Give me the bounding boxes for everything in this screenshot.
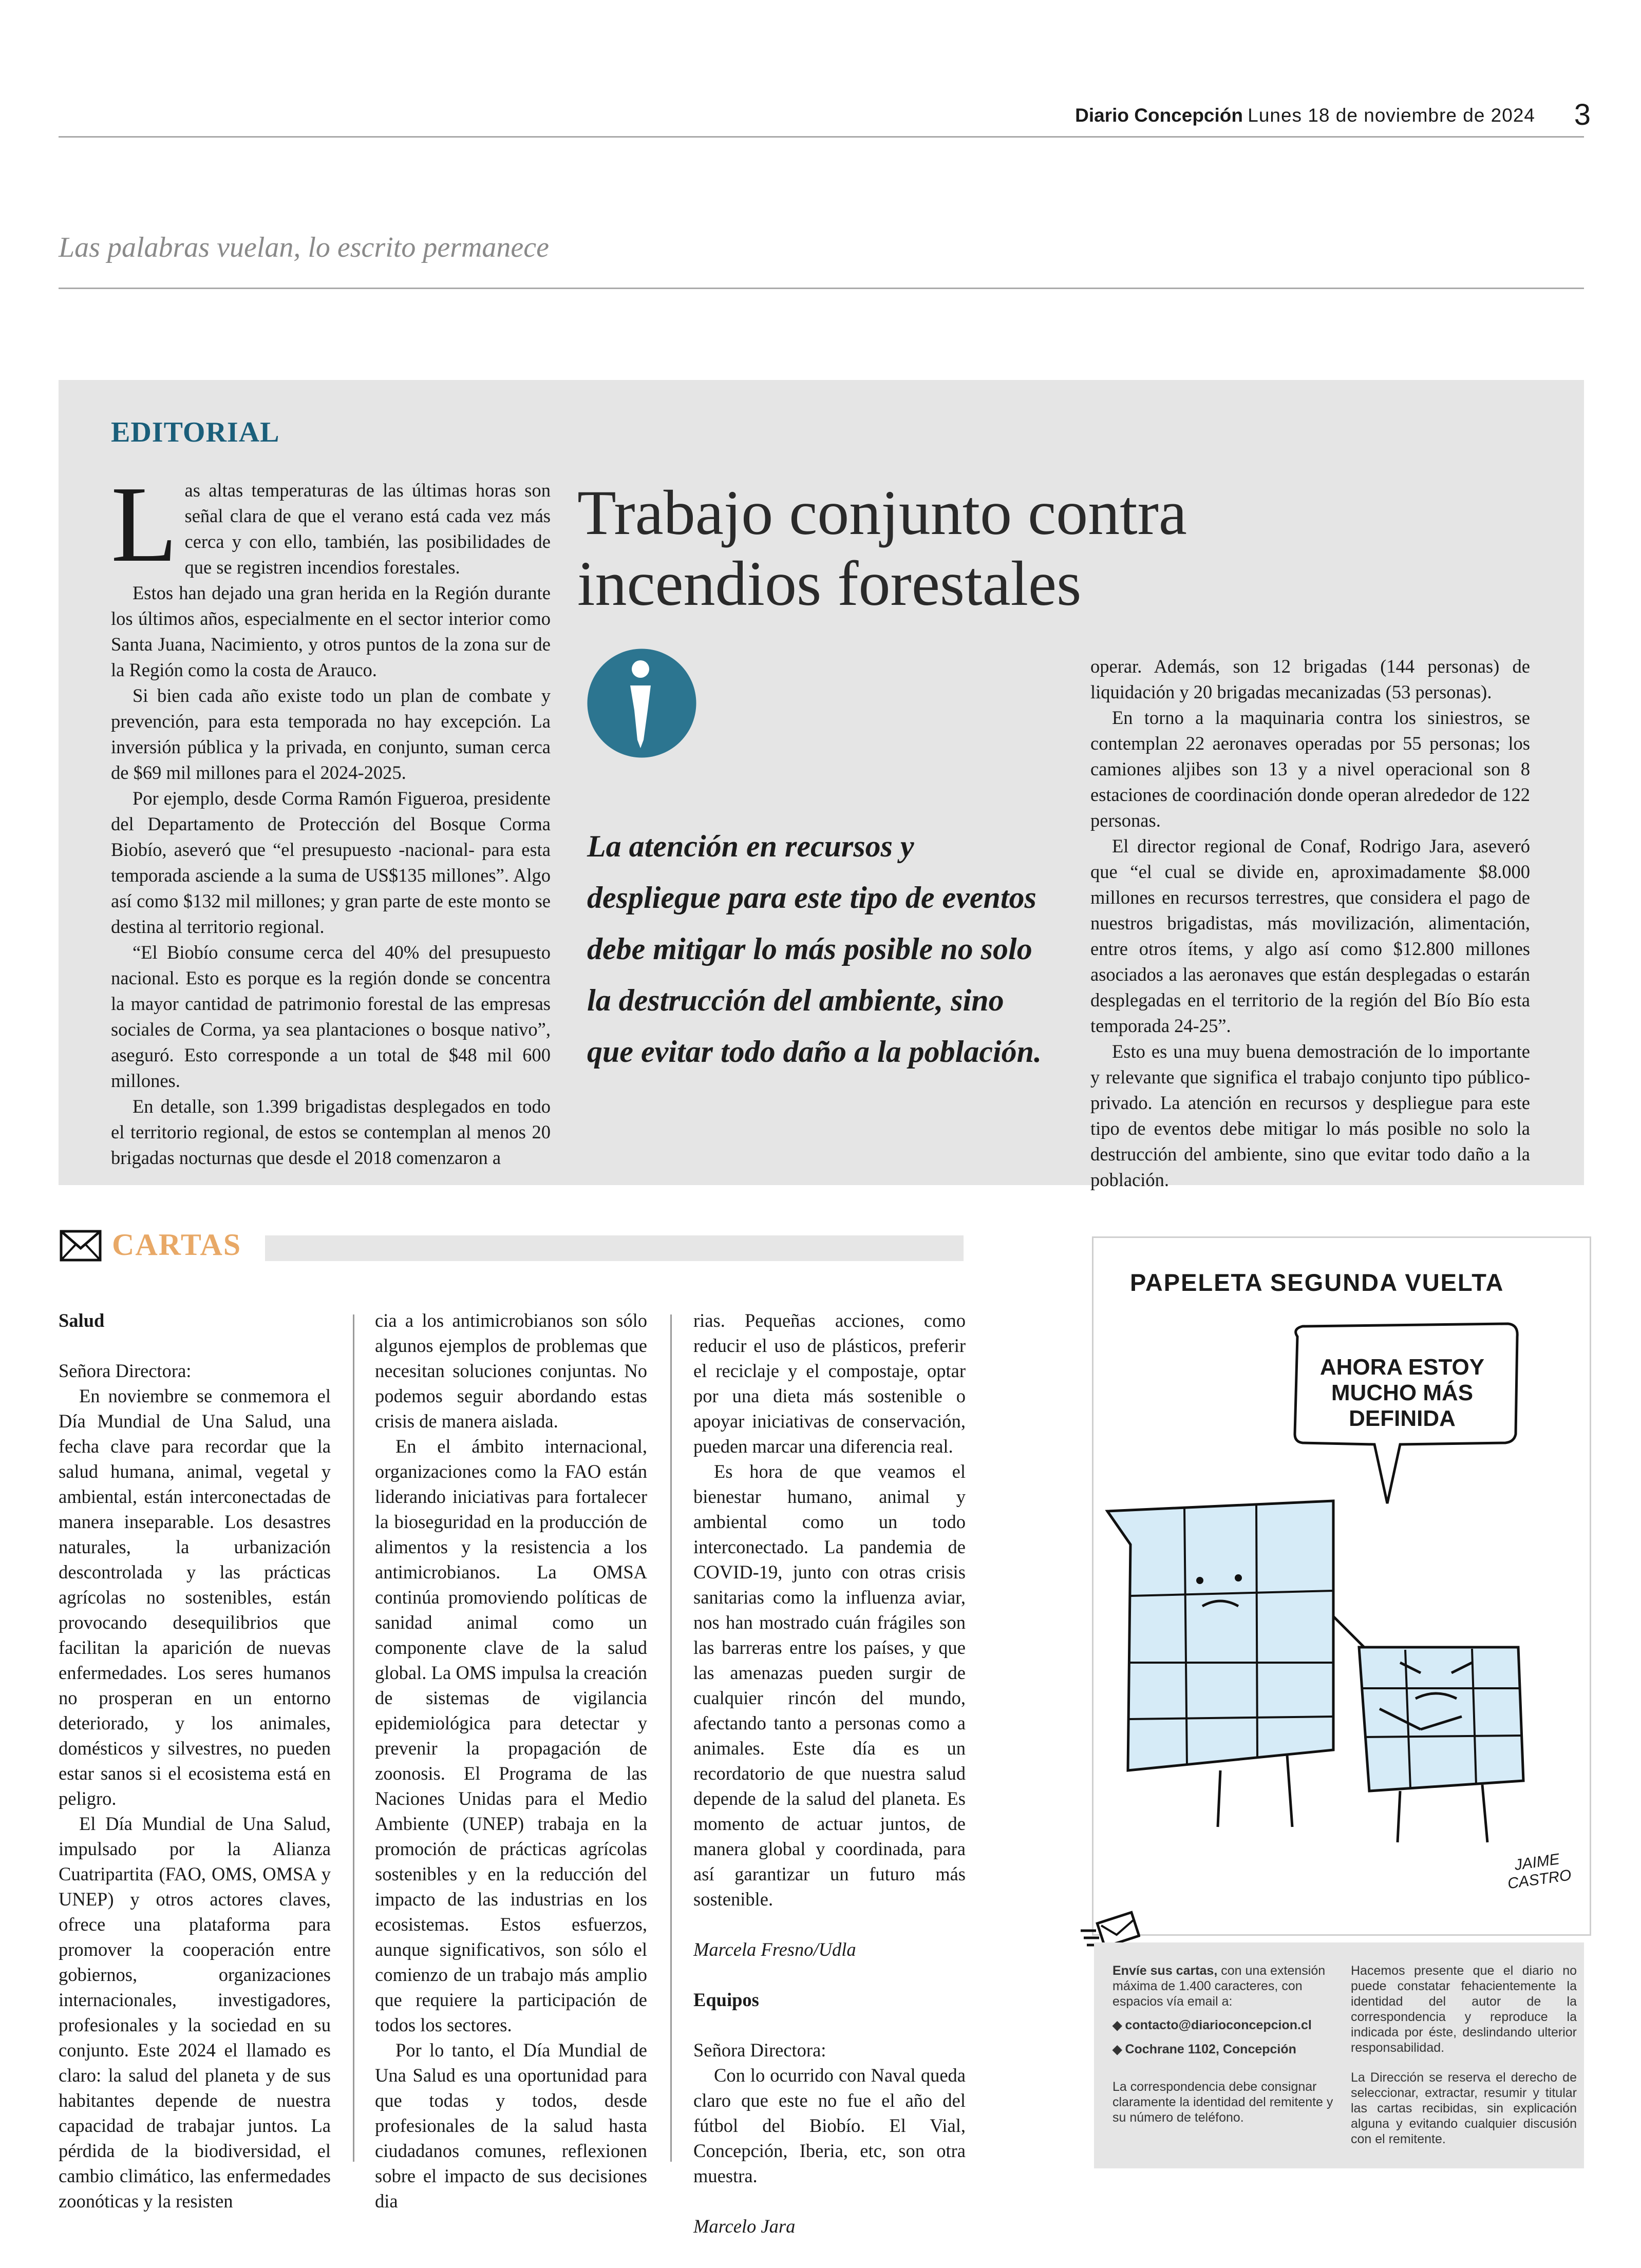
contact-disclaimer xyxy=(1351,1963,1577,2147)
motto-divider xyxy=(59,288,1584,289)
diamond-bullet-icon: ◆ xyxy=(1112,2018,1122,2032)
section-motto: Las palabras vuelan, lo escrito permanece xyxy=(59,232,549,263)
diamond-bullet-icon: ◆ xyxy=(1112,2043,1122,2056)
contact-note: La correspondencia debe consignar claramente la identidad del remitente y su número de teléfono. xyxy=(1112,2080,1333,2125)
contact-instructions xyxy=(1112,1963,1341,2125)
editorial-paragraph: “El Biobío consume cerca del 40% del presupuesto nacional. Esto es porque es la región donde se concentra la mayor cantidad de patrimonio forestal de las empresas sociales de Corma, ya sea plantaciones o bosque nativo”, aseguró. Esto corresponde a un total de $48 mil 600 millones. xyxy=(111,942,551,1091)
letter-paragraph: En el ámbito internacional, organizaciones como la FAO están liderando iniciativas para fortalecer la bioseguridad en la producción de alimentos y la resistencia a los antimicrobianos. La OMSA continúa promoviendo políticas de sanidad animal como un componente clave de la salud global. La OMS impulsa la creación de sistemas de vigilancia epidemiológica para detectar y prevenir la propagación de zoonosis. El Programa de las Naciones Unidas para el Medio Ambiente (UNEP) trabaja en la promoción de prácticas agrícolas sostenibles y en la reducción del impacto de las industrias en los ecosistemas. Estos esfuerzos, aunque significativos, son sólo el comienzo de un trabajo más amplio que requiere la participación de todos los sectores. xyxy=(375,1436,647,2035)
contact-address: ◆ Cochrane 1102, Concepción xyxy=(1112,2042,1296,2056)
info-icon xyxy=(587,649,696,758)
drop-cap: L xyxy=(111,464,178,584)
letter-paragraph: Por lo tanto, el Día Mundial de Una Salud es una oportunidad para que todas y todos, desde profesionales de la salud hasta ciudadanos comunes, reflexionen sobre el impacto de sus decisiones dia xyxy=(375,2040,647,2212)
contact-intro: Envíe sus cartas, con una extensión máxima de 1.400 caracteres, con espacios vía email a: xyxy=(1112,1964,1326,2009)
letter-paragraph: Es hora de que veamos el bienestar humano, animal y ambiental como un todo interconectado. La pandemia de COVID-19, junto con otras crisis sanitarias como la influenza aviar, nos han mostrado cuán frágiles son las barreras entre los países, y que las amenazas pueden surgir de cualquier rincón del mundo, afectando tanto a personas como a animales. Este día es un recordatorio de que nuestra salud depende de la salud del planeta. Es momento de actuar juntos, de manera global y coordinada, para así garantizar un futuro más sostenible. xyxy=(693,1461,966,1910)
editorial-column-3 xyxy=(1090,654,1530,1193)
masthead xyxy=(1075,105,1535,127)
disclaimer-2: La Dirección se reserva el derecho de seleccionar, extractar, resumir y titular las cartas recibidas, sin explicación alguna y evitando cualquier discusión con el remitente. xyxy=(1351,2070,1577,2146)
letter-paragraph: En noviembre se conmemora el Día Mundial de Una Salud, una fecha clave para recordar que la salud humana, animal, vegetal y ambiental, están interconectadas de manera inseparable. Los desastres naturales, la urbanización descontrolada y las prácticas agrícolas no sostenibles, están provocando desequilibrios que facilitan la aparición de nuevas enfermedades. Los seres humanos no prosperan en un entorno deteriorado, y los animales, domésticos y silvestres, no pueden estar sanos si el ecosistema está en peligro. xyxy=(59,1385,331,1809)
header-divider xyxy=(59,136,1584,138)
column-divider xyxy=(353,1314,354,2162)
cartoon-speech-text: AHORA ESTOY MUCHO MÁS DEFINIDA xyxy=(1319,1355,1485,1431)
letter-salutation: Señora Directora: xyxy=(59,1360,192,1381)
page-number: 3 xyxy=(1574,98,1591,131)
editorial-column-1 xyxy=(111,464,551,1171)
letter-subject: Equipos xyxy=(693,1989,759,2010)
envelope-icon xyxy=(60,1230,102,1262)
editorial-paragraph: Por ejemplo, desde Corma Ramón Figueroa, presidente del Departamento de Protección del Bosque Corma Biobío, aseveró que “el presupuesto -nacional- para esta temporada asciende a la suma de US$135 millones”. Algo así como $132 mil millones; y gran parte de este monto se destina al territorio regional. xyxy=(111,788,551,937)
letter-salutation: Señora Directora: xyxy=(693,2040,826,2061)
cartoon-title: PAPELETA SEGUNDA VUELTA xyxy=(1130,1269,1504,1296)
editorial-paragraph: Las altas temperaturas de las últimas horas son señal clara de que el verano está cada vez más cerca y con ello, también, las posibilidades de que se registren incendios forestales. xyxy=(111,464,551,584)
big-ballot xyxy=(1107,1501,1380,1770)
letters-column-3 xyxy=(693,1308,966,2239)
letter-subject: Salud xyxy=(59,1310,105,1331)
contact-email[interactable]: ◆ contacto@diarioconcepcion.cl xyxy=(1112,2018,1312,2032)
letter-signature: Marcelo Jara xyxy=(693,2216,796,2237)
cartas-title: CARTAS xyxy=(112,1228,242,1262)
newspaper-brand: Diario Concepción xyxy=(1075,105,1243,126)
letter-paragraph: rias. Pequeñas acciones, como reducir el uso de plásticos, preferir el reciclaje y el compostaje, optar por una dieta más sostenible o apoyar iniciativas de conservación, pueden marcar una diferencia real. xyxy=(693,1310,966,1457)
small-ballot xyxy=(1359,1647,1523,1842)
column-divider xyxy=(670,1314,672,2162)
cartoonist-signature: JAIME CASTRO xyxy=(1506,1851,1573,1893)
letters-column-1 xyxy=(59,1308,331,2214)
editorial-paragraph: El director regional de Conaf, Rodrigo Jara, aseveró que “el cual se divide en, aproximadamente $8.000 millones en recursos terrestres, que considera el pago de nuestros brigadistas, más movilización, alimentación, entre otros ítems, y algo así como $12.800 millones asociados a las aeronaves que están desplegadas o estarán desplegadas en el territorio de la región del Bío Bío esta temporada 24-25”. xyxy=(1090,835,1530,1036)
letter-paragraph: cia a los antimicrobianos son sólo algunos ejemplos de problemas que necesitan soluciones conjuntas. No podemos seguir abordando estas crisis de manera aislada. xyxy=(375,1310,647,1432)
disclaimer-1: Hacemos presente que el diario no puede constatar fehacientemente la identidad del autor de la correspondencia y reproduce la indicada por éste, deslindando ulterior responsabilidad. xyxy=(1351,1964,1577,2055)
editorial-pull-quote: La atención en recursos y despliegue para este tipo de eventos debe mitigar lo más posible no solo la destrucción del ambiente, sino que evitar todo daño a la población. xyxy=(587,829,1042,1069)
editorial-headline: Trabajo conjunto contra incendios forestales xyxy=(577,478,1187,619)
editorial-paragraph: Esto es una muy buena demostración de lo importante y relevante que significa el trabajo conjunto tipo público-privado. La atención en recursos y despliegue para este tipo de eventos debe mitigar lo más posible no solo la destrucción del ambiente, sino que evitar todo daño a la población. xyxy=(1090,1041,1530,1190)
editorial-paragraph: En torno a la maquinaria contra los siniestros, se contemplan 22 aeronaves operadas por 55 personas; los camiones aljibes son 13 y a nivel operacional son 8 estaciones de coordinación donde operan alrededor de 122 personas. xyxy=(1090,707,1530,831)
letters-column-2 xyxy=(375,1308,647,2214)
editorial-paragraph: En detalle, son 1.399 brigadistas desplegados en todo el territorio regional, de estos se contemplan al menos 20 brigadas nocturnas que desde el 2018 comenzaron a xyxy=(111,1096,551,1168)
letter-paragraph: El Día Mundial de Una Salud, impulsado por la Alianza Cuatripartita (FAO, OMS, OMSA y UNEP) y otros actores claves, ofrece una plataforma para promover la cooperación entre gobiernos, organizaciones internacionales, investigadores, profesionales y la sociedad en su conjunto. Este 2024 el llamado es claro: la salud del planeta y de sus habitantes depende de nuestra capacidad de trabajar juntos. La pérdida de la biodiversidad, el cambio climático, las enfermedades zoonóticas y la resisten xyxy=(59,1813,331,2212)
letter-signature: Marcela Fresno/Udla xyxy=(693,1939,856,1960)
editorial-paragraph: operar. Además, son 12 brigadas (144 personas) de liquidación y 20 brigadas mecanizadas (53 personas). xyxy=(1090,656,1530,702)
editorial-paragraph: Estos han dejado una gran herida en la Región durante los últimos años, especialmente en el sector interior como Santa Juana, Nacimiento, y otros puntos de la zona sur de la Región como la costa de Arauco. xyxy=(111,582,551,680)
issue-date: Lunes 18 de noviembre de 2024 xyxy=(1248,105,1535,126)
editorial-label: EDITORIAL xyxy=(111,416,280,448)
editorial-paragraph: Si bien cada año existe todo un plan de combate y prevención, para esta temporada no hay excepción. La inversión pública y la privada, en conjunto, suman cerca de $69 mil millones para el 2024-2025. xyxy=(111,685,551,783)
letter-paragraph: Con lo ocurrido con Naval queda claro que este no fue el año del fútbol del Biobío. El Vial, Concepción, Iberia, etc, son otra muestra. xyxy=(693,2065,966,2186)
cartoon-drawing xyxy=(1092,1236,1588,1933)
cartas-header-bar xyxy=(265,1235,964,1261)
